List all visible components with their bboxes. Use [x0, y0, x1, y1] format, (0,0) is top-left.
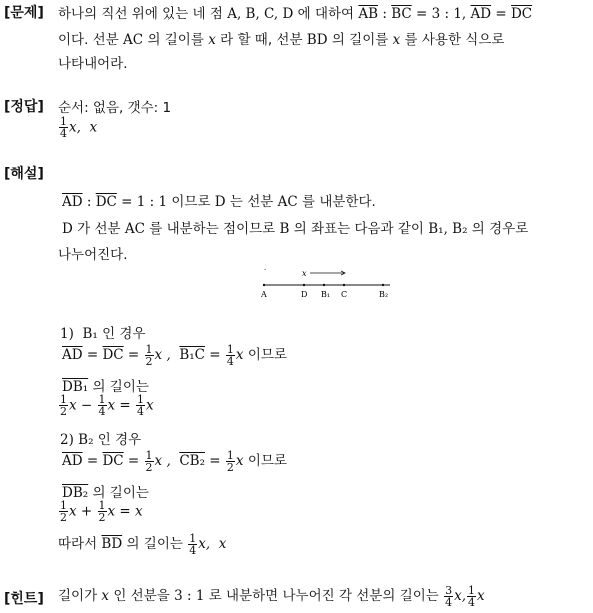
explanation-line-3: 나누어진다. [58, 247, 128, 263]
label-c: C [341, 290, 348, 299]
label-b1: B₁ [321, 290, 331, 299]
label-a: A [261, 290, 267, 299]
explanation-line-1: $\overline{AD}$ : $\overline{DC} = 1$ : 1 이므로 D 는 선분 AC 를 내분한다. [62, 194, 376, 210]
case-2-equation: $\overline{AD} = \overline{DC}$ = $\frac{1}{2}$ x , CB₂ = $\frac{1}{2}$ x 이므로 [62, 448, 287, 474]
conclusion: 따라서 $\overline{BD}$ 의 길이는 $\frac{1}{4}$ x, x [58, 531, 227, 557]
point-a [263, 284, 265, 286]
point-b2 [382, 284, 384, 286]
label-b2: B₂ [379, 290, 389, 299]
hint-label: [힌트] [4, 591, 44, 607]
hint-text: 길이가 x 인 선분을 3 : 1 로 내분하면 나누어진 각 선분의 길이는 $\frac{3}{4}$ x, $\frac{1}{4}$ x [58, 583, 485, 609]
answer-order: 순서: 없음, 갯수: 1 [58, 100, 172, 116]
explanation-line-2: D 가 선분 AC 를 내분하는 점이므로 B 의 좌표는 다음과 같이 B₁, B₂ 의 경우로 [62, 221, 529, 237]
problem-line-1: 하나의 직선 위에 있는 네 점 A, B, C, D 에 대하여 $\overline{AB}$ : $\overline{BC} = 3$ : 1, $\overline{AD} = \overline{DC}$ [58, 6, 533, 22]
problem-line-3: 나타내어라. [58, 56, 128, 72]
label-d: D [301, 290, 308, 299]
case-2-calc: $\frac{1}{2}$ x + $\frac{1}{2}$ x = x [60, 499, 143, 524]
problem-line-2: 이다. 선분 AC 의 길이를 x 라 할 때, 선분 BD 의 길이를 x 를 사용한 식으로 [58, 32, 505, 48]
diagram-x-label: x [302, 269, 307, 278]
answer-value: $\frac{1}{4}$ x, x [60, 115, 98, 140]
answer-label: [정답] [4, 99, 44, 115]
case-1-equation: $\overline{AD} = \overline{DC}$ = $\frac{1}{2}$ x , B₁C = $\frac{1}{4}$ x 이므로 [62, 342, 287, 368]
point-b1 [323, 284, 325, 286]
problem-label: [문제] [4, 5, 44, 21]
case-1-heading: 1) B₁ 인 경우 [60, 326, 146, 342]
point-marker-top: · [264, 266, 267, 274]
point-d [303, 284, 305, 286]
number-line-diagram [250, 262, 400, 304]
explanation-label: [해설] [4, 166, 44, 182]
case-1-db1-length: DB₁ 의 길이는 [62, 379, 149, 395]
case-2-db2-length: DB₂ 의 길이는 [62, 485, 149, 501]
point-c [343, 284, 345, 286]
case-1-calc: $\frac{1}{2}$ x − $\frac{1}{4}$ x = $\frac{1}{4}$ x [60, 393, 154, 418]
case-2-heading: 2) B₂ 인 경우 [60, 432, 142, 448]
